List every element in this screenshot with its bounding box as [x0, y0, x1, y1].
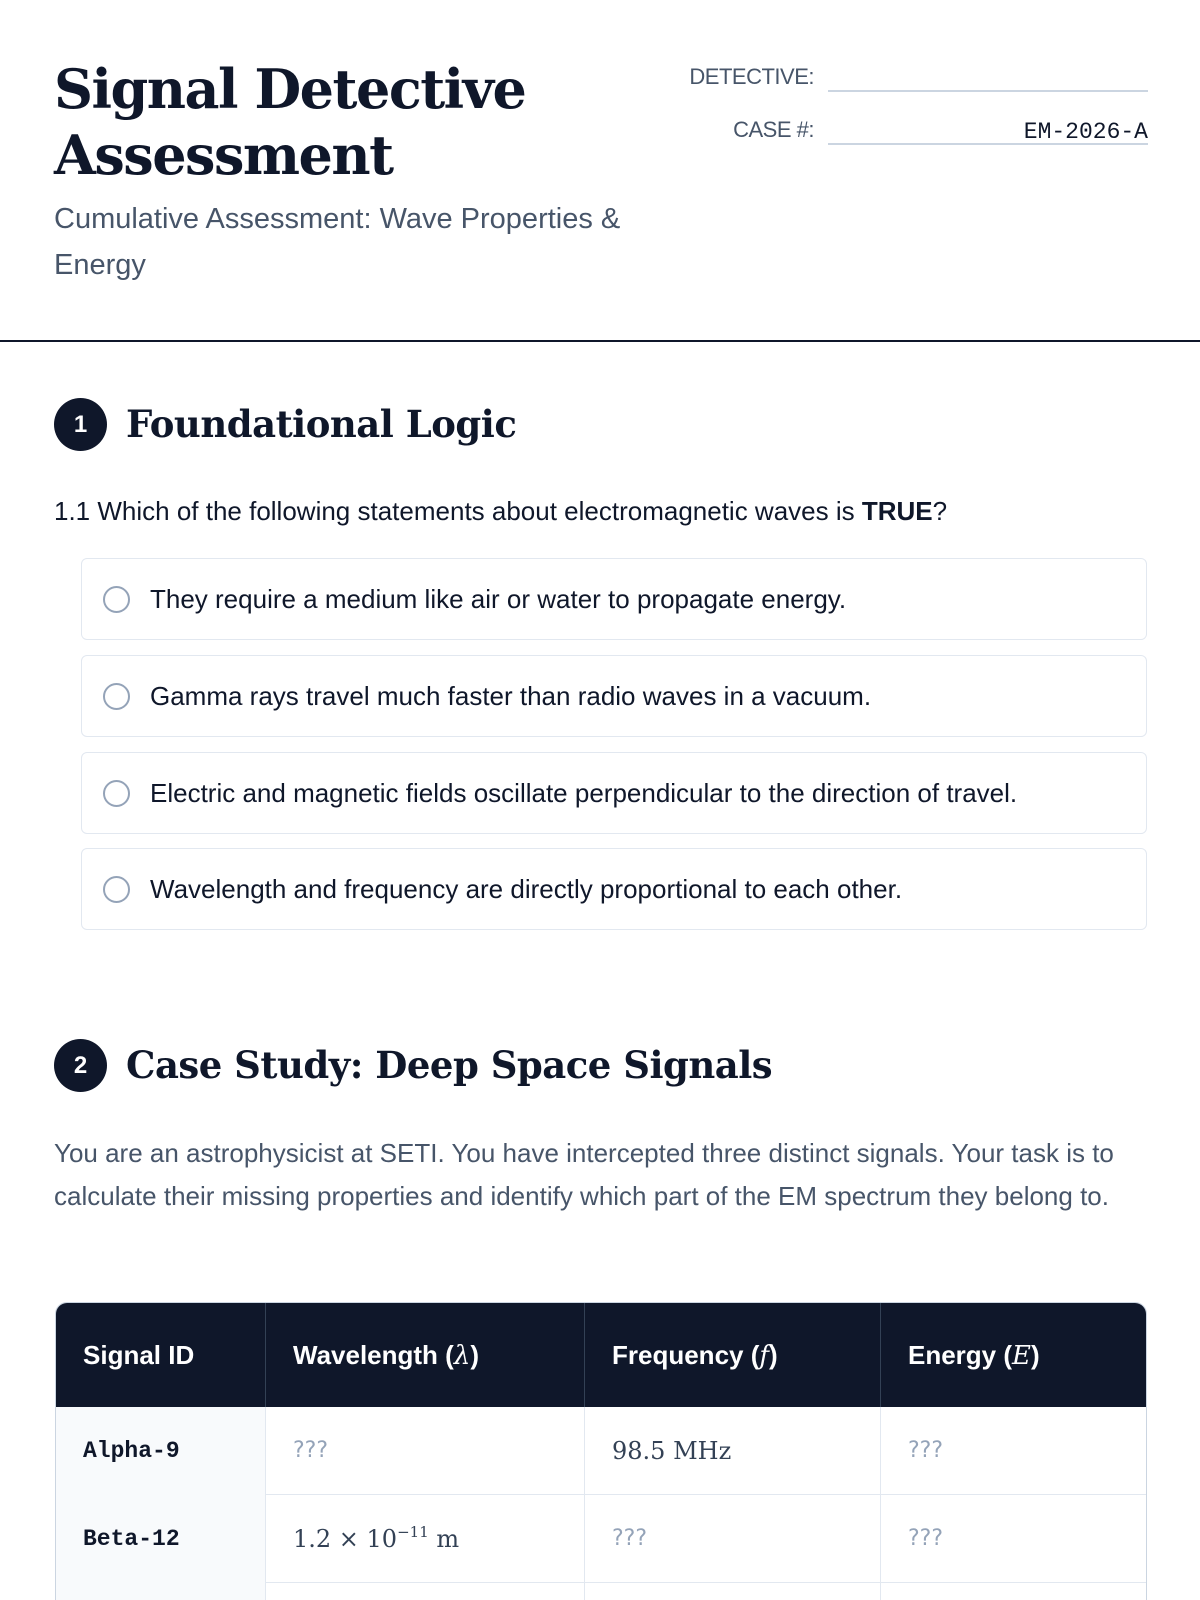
section-1-badge: 1	[54, 398, 107, 451]
detective-row	[640, 58, 1148, 98]
wavelength-exponent: −11	[397, 1523, 429, 1541]
section-1-title: Foundational Logic	[126, 402, 517, 446]
table-header	[56, 1303, 1147, 1407]
wavelength-cell	[266, 1583, 585, 1600]
header-energy-label: Energy (	[908, 1340, 1013, 1370]
table-row	[56, 1583, 1147, 1600]
header-frequency-label: Frequency (	[612, 1340, 760, 1370]
frequency-cell: 98.5 MHz	[585, 1407, 881, 1495]
energy-cell[interactable]: ???	[908, 1438, 944, 1463]
answer-option-c[interactable]	[81, 752, 1147, 834]
table-row	[56, 1407, 1147, 1495]
section-2-heading	[54, 1039, 1154, 1093]
frequency-cell	[585, 1583, 881, 1600]
header-close: )	[769, 1340, 778, 1370]
radio-button[interactable]	[103, 586, 130, 613]
wavelength-cell[interactable]: ???	[266, 1407, 585, 1495]
page-subtitle: Cumulative Assessment: Wave Properties & Energy	[54, 203, 621, 281]
header-close: )	[1031, 1340, 1040, 1370]
question-1-1-emphasis: TRUE	[861, 496, 933, 526]
case-field[interactable]: EM-2026-A	[828, 111, 1148, 145]
radio-button[interactable]	[103, 683, 130, 710]
question-1-1-suffix: ?	[932, 496, 948, 526]
radio-button[interactable]	[103, 780, 130, 807]
header-wavelength-label: Wavelength (	[293, 1340, 454, 1370]
energy-cell	[881, 1583, 1147, 1600]
section-2-badge: 2	[54, 1039, 107, 1092]
header-close: )	[470, 1340, 479, 1370]
case-study-intro: You are an astrophysicist at SETI. You have intercepted three distinct signals. Your task is to calculate their missing properties and identify which part of the EM spectrum they belong to.	[54, 1138, 1114, 1211]
detective-label: DETECTIVE:	[689, 64, 814, 89]
case-row	[640, 111, 1148, 151]
frequency-cell[interactable]: ???	[585, 1495, 881, 1583]
table-row	[56, 1495, 1147, 1583]
case-label: CASE #:	[733, 117, 814, 142]
answer-option-text: Electric and magnetic fields oscillate perpendicular to the direction of travel.	[150, 778, 1018, 808]
answer-option-b[interactable]	[81, 655, 1147, 737]
header-signal-id: Signal ID	[56, 1303, 266, 1407]
wavelength-unit: m	[428, 1525, 460, 1553]
wavelength-base: 1.2 × 10	[293, 1525, 398, 1553]
lambda-symbol: λ	[453, 1341, 471, 1371]
question-1-1-text: 1.1 Which of the following statements about electromagnetic waves is	[54, 496, 862, 526]
radio-button[interactable]	[103, 876, 130, 903]
answer-option-text: They require a medium like air or water to propagate energy.	[150, 584, 847, 614]
question-1-1	[54, 494, 1154, 528]
frequency-symbol: f	[759, 1341, 769, 1371]
worksheet-header	[0, 0, 1200, 342]
section-2-title: Case Study: Deep Space Signals	[126, 1043, 773, 1087]
header-frequency	[585, 1303, 881, 1407]
signal-id-cell: Alpha-9	[56, 1407, 266, 1495]
page-title: Signal Detective Assessment	[54, 57, 526, 187]
header-wavelength	[266, 1303, 585, 1407]
signal-id-cell: Beta-12	[56, 1495, 266, 1583]
signal-id-cell	[56, 1583, 266, 1600]
wavelength-cell	[266, 1495, 585, 1583]
answer-option-a[interactable]	[81, 558, 1147, 640]
section-1-heading	[54, 398, 1154, 452]
signals-table	[55, 1302, 1147, 1600]
detective-field[interactable]	[828, 58, 1148, 92]
energy-symbol: E	[1012, 1341, 1032, 1371]
header-energy	[881, 1303, 1147, 1407]
answer-option-d[interactable]	[81, 848, 1147, 930]
answer-option-text: Gamma rays travel much faster than radio waves in a vacuum.	[150, 681, 872, 711]
energy-cell[interactable]: ???	[908, 1526, 944, 1551]
answer-option-text: Wavelength and frequency are directly proportional to each other.	[150, 874, 903, 904]
